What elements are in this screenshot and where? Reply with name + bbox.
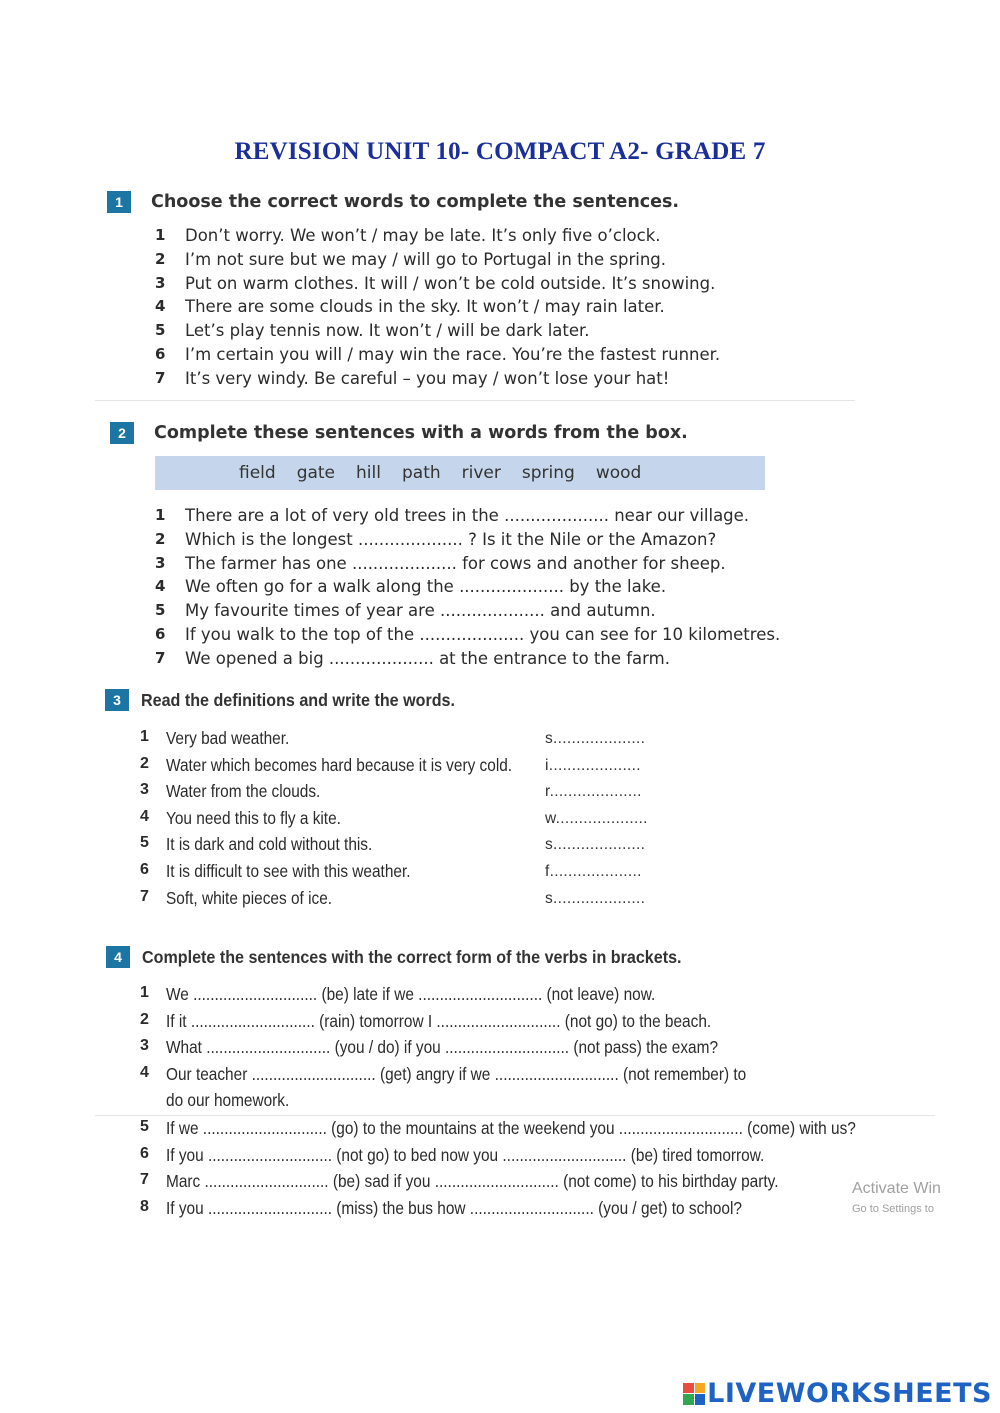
list-item: 8 If you ............................. (miss) the bus how ............................. (you / get) to school? (140, 1197, 742, 1218)
list-item: 3 The farmer has one .................... for cows and another for sheep. (155, 553, 726, 573)
list-item: 6 If you ............................. (not go) to bed now you ............................. (be) tired tomorrow. (140, 1144, 765, 1165)
liveworksheets-logo (683, 1378, 992, 1409)
word-box-word: field (239, 463, 276, 483)
activation-watermark-sub: Go to Settings to (852, 1203, 934, 1215)
list-item: 4 You need this to fly a kite. (140, 807, 341, 828)
answer-hint[interactable]: r.................... (545, 783, 642, 800)
activation-watermark: Activate Win (852, 1180, 941, 1197)
liveworksheets-mark-icon (683, 1383, 705, 1405)
page-title: REVISION UNIT 10- COMPACT A2- GRADE 7 (234, 138, 766, 165)
section-4-list-b (140, 1118, 950, 1224)
list-item: 2 Water which becomes hard because it is very cold. (140, 754, 513, 775)
word-box-word: hill (356, 463, 381, 483)
list-item: 5 Let’s play tennis now. It won’t / will be dark later. (155, 321, 590, 341)
section-number: 4 (106, 946, 130, 968)
list-item: do our homework. (166, 1090, 290, 1110)
section-3-list (140, 728, 559, 914)
list-item: 1 We ............................. (be) late if we ............................. (not leave) now. (140, 984, 656, 1004)
section-2-header (110, 422, 688, 444)
section-number: 2 (110, 422, 134, 444)
section-4-list-a (140, 984, 825, 1117)
list-item: 2 Which is the longest .................... ? Is it the Nile or the Amazon? (155, 529, 717, 549)
list-item: 3 What ............................. (you / do) if you ............................. (not pass) the exam? (140, 1037, 719, 1057)
section-4-header (106, 946, 728, 968)
answer-hint[interactable]: w.................... (545, 810, 648, 827)
divider (95, 400, 855, 401)
list-item: 6 I’m certain you will / may win the race. You’re the fastest runner. (155, 344, 721, 364)
section-1-list (155, 226, 720, 393)
list-item: 3 Put on warm clothes. It will / won’t be cold outside. It’s snowing. (155, 273, 716, 293)
list-item: 7 It’s very windy. Be careful – you may / won’t lose your hat! (155, 368, 670, 388)
section-number: 3 (105, 689, 129, 711)
list-item: 5 It is dark and cold without this. (140, 834, 373, 855)
list-item: 1 Very bad weather. (140, 728, 290, 748)
list-item: 4 There are some clouds in the sky. It won’t / may rain later. (155, 297, 665, 317)
answer-hint[interactable]: s.................... (545, 836, 646, 853)
word-box-word: gate (296, 463, 336, 483)
list-item: 5 If we ............................. (go) to the mountains at the weekend you ............................. (come) with us? (140, 1118, 856, 1138)
list-item: 5 My favourite times of year are .................... and autumn. (155, 601, 656, 621)
divider (95, 1115, 935, 1116)
list-item: 2 If it ............................. (rain) tomorrow I ............................. (not go) to the beach. (140, 1010, 712, 1031)
word-box-word: spring (521, 463, 575, 483)
list-item: 7 We opened a big .................... at the entrance to the farm. (155, 648, 670, 668)
section-instruction: Read the definitions and write the words. (141, 689, 455, 710)
answer-hint[interactable]: s.................... (545, 730, 646, 747)
list-item: 2 I’m not sure but we may / will go to Portugal in the spring. (155, 249, 667, 269)
section-instruction: Complete these sentences with a words from the box. (154, 423, 688, 443)
list-item: 1 There are a lot of very old trees in the .................... near our village. (155, 506, 750, 525)
list-item: 7 Soft, white pieces of ice. (140, 887, 333, 908)
word-box-word: wood (595, 463, 642, 483)
section-instruction: Complete the sentences with the correct form of the verbs in brackets. (142, 946, 682, 967)
word-box (155, 456, 765, 490)
answer-hint[interactable]: i.................... (545, 757, 641, 774)
section-number: 1 (107, 191, 131, 213)
list-item: 7 Marc ............................. (be) sad if you ............................. (not come) to his birthday party. (140, 1171, 779, 1191)
list-item: 6 It is difficult to see with this weather. (140, 860, 411, 881)
section-instruction: Choose the correct words to complete the sentences. (151, 192, 680, 212)
section-1-header (107, 191, 679, 213)
word-box-word: river (461, 463, 501, 483)
answer-hint[interactable]: s.................... (545, 890, 646, 907)
word-box-word: path (401, 463, 441, 483)
logo-text: LIVEWORKSHEETS (707, 1378, 992, 1409)
list-item: 6 If you walk to the top of the .................... you can see for 10 kilometres. (155, 624, 781, 644)
section-3-header (105, 689, 482, 711)
list-item: 1 Don’t worry. We won’t / may be late. It’s only five o’clock. (155, 226, 661, 245)
list-item: 4 We often go for a walk along the .................... by the lake. (155, 577, 667, 597)
list-item: 4 Our teacher ............................. (get) angry if we ............................. (not remember) to (140, 1063, 747, 1084)
answer-hint[interactable]: f.................... (545, 863, 642, 880)
list-item: 3 Water from the clouds. (140, 781, 321, 802)
section-2-list (155, 506, 780, 673)
